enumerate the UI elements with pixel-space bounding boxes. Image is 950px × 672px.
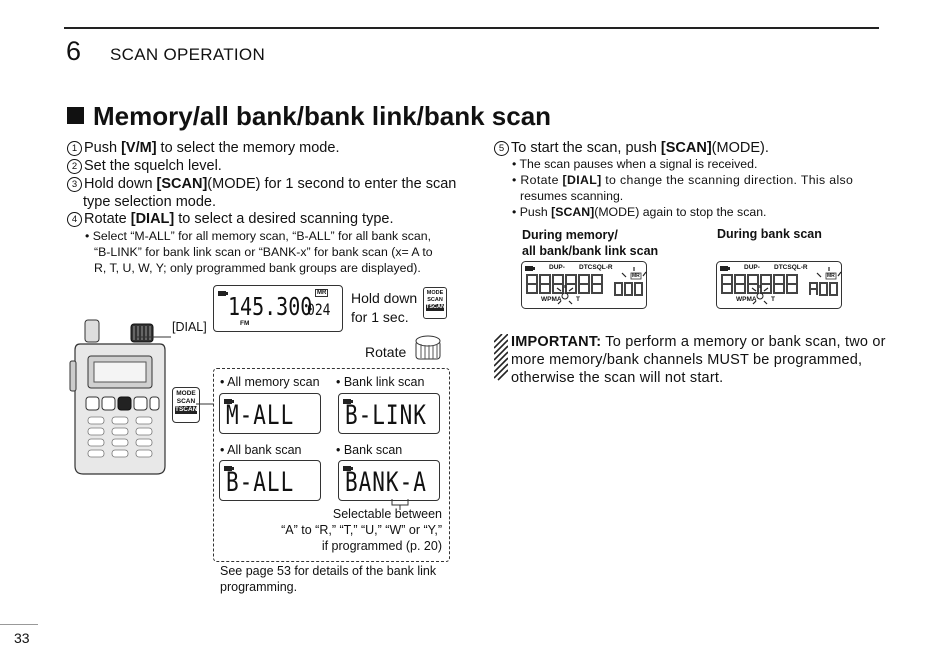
lcd-text-b-link: B-LINK [345,400,427,430]
step-text: To start the scan, push [511,140,661,156]
lcd-text-m-all: M-ALL [226,400,295,430]
bullet-text: to change the scanning direction. This also [601,173,854,187]
key-label-tscan: TSCAN [175,406,198,413]
memory-scan-display-title [522,227,658,259]
lcd-dtcs-label: DTCSQL-R [579,264,613,271]
lcd-frequency: 145.300 [228,291,313,321]
key-dial: [DIAL] [562,173,602,187]
lcd-mr-label: MR [827,273,835,279]
step-number-4: 4 [67,212,82,227]
memory-scan-title-l2: all bank/bank link scan [522,244,659,258]
see-page-note-l1: See page 53 for details of the bank link [220,564,437,578]
step-3-cont: type selection mode. [83,194,216,210]
step-5-bullet-1: • The scan pauses when a signal is received. [512,157,758,171]
mode-scan-key-small [423,287,447,319]
important-note-l3: otherwise the scan will not start. [511,370,724,386]
step-text: Push [84,140,122,156]
step-text: Hold down [84,176,157,192]
step-text: (MODE) for 1 second to enter the scan [207,176,457,192]
hold-down-label-l1: Hold down [351,290,418,306]
step-text: to select the memory mode. [156,140,340,156]
step-4-bullet-l1: • Select “M-ALL” for all memory scan, “B-ALL” for all bank scan, [85,229,432,243]
lcd-text-b-all: B-ALL [226,467,295,497]
key-scan: [SCAN] [660,140,712,156]
lcd-mr-indicator: MR [317,290,327,296]
step-text: to select a desired scanning type. [174,211,394,227]
lcd-wpma-label: WPMA [541,296,562,303]
section-title [67,101,551,132]
key-dial: [DIAL] [130,211,175,227]
step-4-bullet-l2: “B-LINK” for bank link scan or “BANK-x” for bank scan (x= A to [94,245,433,259]
see-page-note-l2: programming. [220,580,298,594]
lcd-m-all [219,393,321,434]
section-title-text: Memory/all bank/bank link/bank scan [93,101,552,131]
selectable-note-l1: Selectable between [332,507,442,521]
key-scan: [SCAN] [551,205,595,219]
lcd-mr-label: MR [632,273,640,279]
step-5-bullet-2 [512,173,853,189]
bullet-text: • Rotate [512,173,563,187]
step-text: (MODE). [711,140,769,156]
step-number-5: 5 [494,141,509,156]
lcd-b-all [219,460,321,501]
lcd-fm-indicator: FM [240,320,250,327]
step-text: Rotate [84,211,131,227]
bullet-text: (MODE) again to stop the scan. [594,205,767,219]
square-bullet-icon [67,107,84,124]
lcd-wpma-label: WPMA [736,296,757,303]
key-label-mode: MODE [426,290,444,296]
step-number-2: 2 [67,159,82,174]
important-label: IMPORTANT: [511,334,602,350]
lcd-dup-label: DUP- [744,264,760,271]
key-vm: [V/M] [121,140,157,156]
lcd-t-label: T [771,296,775,303]
all-memory-scan-label: • All memory scan [220,375,320,389]
lcd-b-link [338,393,440,434]
rotate-label: Rotate [365,344,407,360]
step-5 [494,139,769,157]
lcd-dup-label: DUP- [549,264,565,271]
step-5-bullet-2-cont: resumes scanning. [520,189,624,203]
lcd-bank-a [338,460,440,501]
chapter-title: SCAN OPERATION [110,45,266,64]
see-page-note [220,563,436,595]
step-3 [67,175,456,193]
bank-link-scan-label: • Bank link scan [336,375,425,389]
chapter-number: 6 [66,36,82,66]
step-5-bullet-3 [512,205,766,221]
key-label-scan: SCAN [427,297,443,303]
lcd-text-bank-a: BANK-A [345,467,427,497]
step-text: Set the squelch level. [84,158,222,174]
important-note-l2: more memory/bank channels MUST be programmed, [511,352,863,368]
key-scan: [SCAN] [156,176,208,192]
memory-scan-title-l1: During memory/ [522,228,618,242]
step-1 [67,139,339,157]
header-rule [64,27,879,29]
hold-down-label-l2: for 1 sec. [351,309,409,325]
step-4-bullet-l3: R, T, U, W, Y; only programmed bank groups are displayed). [94,261,421,275]
step-2 [67,157,222,175]
important-note-l1 [511,333,886,351]
step-4 [67,210,394,228]
step-number-1: 1 [67,141,82,156]
important-text: To perform a memory or bank scan, two or [601,334,886,350]
key-label-scan: SCAN [176,398,196,405]
selectable-note-l2: “A” to “R,” “T,” “U,” “W” or “Y,” [281,523,442,537]
dial-label: [DIAL] [172,320,207,334]
lcd-t-label: T [576,296,580,303]
selectable-note [260,506,442,554]
key-label-mode: MODE [176,390,196,397]
bank-scan-label: • Bank scan [336,443,403,457]
step-number-3: 3 [67,177,82,192]
selectable-note-l3: if programmed (p. 20) [321,539,442,553]
lcd-channel: 024 [307,301,331,320]
bank-scan-display-title: During bank scan [717,227,822,241]
page-number: 33 [14,630,30,646]
key-label-tscan: TSCAN [426,304,445,310]
all-bank-scan-label: • All bank scan [220,443,302,457]
lcd-dtcs-label: DTCSQL-R [774,264,808,271]
important-hatch-icon [494,334,508,382]
bullet-text: • Push [512,205,552,219]
important-note [511,333,886,387]
page-number-rule [0,624,38,625]
main-lcd-display [213,285,343,332]
dial-knob-icon [412,333,444,361]
